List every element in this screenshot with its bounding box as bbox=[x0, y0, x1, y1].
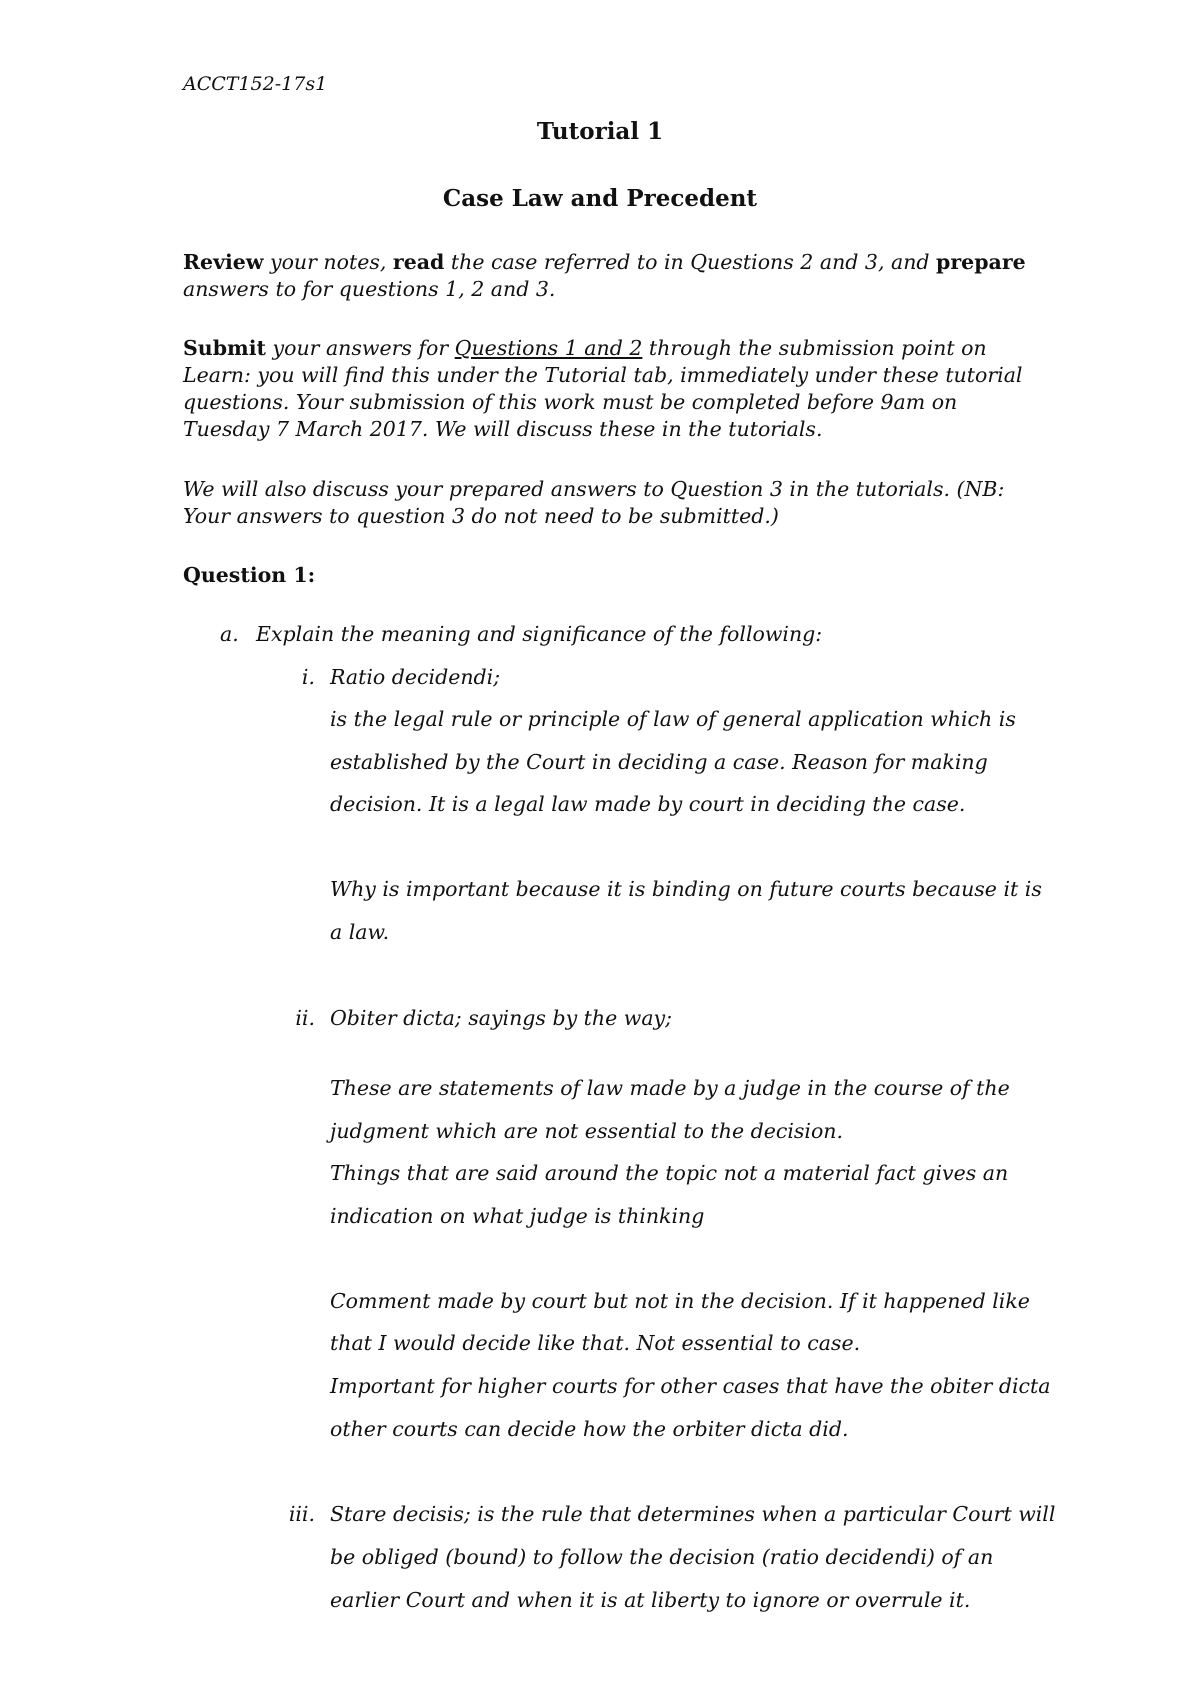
item-i-line: is the legal rule or principle of law of general application which is bbox=[330, 707, 1016, 731]
item-iii-line: be obliged (bound) to follow the decision (ratio decidendi) of an bbox=[330, 1545, 994, 1569]
submit-text-1: your answers for bbox=[266, 336, 455, 360]
item-iii-marker: iii. bbox=[288, 1502, 315, 1526]
item-i-line: decision. It is a legal law made by court in deciding the case. bbox=[330, 792, 966, 816]
item-ii-marker: ii. bbox=[295, 1006, 315, 1030]
item-iii-line: earlier Court and when it is at liberty to ignore or overrule it. bbox=[330, 1588, 971, 1612]
item-ii-line: indication on what judge is thinking bbox=[330, 1204, 705, 1228]
item-ii-line: that I would decide like that. Not essential to case. bbox=[330, 1331, 861, 1355]
item-i-line: Ratio decidendi; bbox=[330, 665, 501, 689]
submit-text-2: through the submission point on Learn: you will find this under the Tutorial tab, immediately under these tutorial questions. Your submission of this work must be completed before 9am on Tuesday 7 March 2017. We will discuss these in the tutorials. bbox=[183, 336, 1023, 441]
submit-instructions bbox=[183, 335, 1043, 443]
item-ii-line: Obiter dicta; sayings by the way; bbox=[330, 1006, 673, 1030]
read-keyword: read bbox=[392, 250, 445, 274]
review-keyword: Review bbox=[183, 250, 264, 274]
questions-underlined: Questions 1 and 2 bbox=[454, 336, 643, 360]
item-iii-line: Stare decisis; is the rule that determines when a particular Court will bbox=[330, 1502, 1056, 1526]
review-instructions bbox=[183, 249, 1043, 303]
question-1-heading: Question 1: bbox=[183, 563, 316, 587]
part-a-marker: a. bbox=[220, 622, 239, 646]
item-i-marker: i. bbox=[301, 665, 315, 689]
review-text-3: answers to for questions 1, 2 and 3. bbox=[183, 277, 556, 301]
discuss-note: We will also discuss your prepared answers to Question 3 in the tutorials. (NB: Your answers to question 3 do not need to be submitted.) bbox=[183, 477, 1005, 528]
tutorial-title: Tutorial 1 bbox=[536, 118, 664, 145]
item-ii-line: Comment made by court but not in the decision. If it happened like bbox=[330, 1289, 1030, 1313]
item-ii-line: These are statements of law made by a judge in the course of the bbox=[330, 1076, 1010, 1100]
item-i-line: established by the Court in deciding a case. Reason for making bbox=[330, 750, 988, 774]
tutorial-subtitle: Case Law and Precedent bbox=[442, 185, 758, 212]
item-ii-line: judgment which are not essential to the decision. bbox=[330, 1119, 844, 1143]
review-text-2: the case referred to in Questions 2 and 3, and bbox=[444, 250, 937, 274]
item-ii-line: Things that are said around the topic not a material fact gives an bbox=[330, 1161, 1009, 1185]
prepare-keyword: prepare bbox=[936, 250, 1026, 274]
item-ii-line: Important for higher courts for other cases that have the obiter dicta bbox=[330, 1374, 1051, 1398]
item-ii-line: other courts can decide how the orbiter dicta did. bbox=[330, 1417, 849, 1441]
review-text-1: your notes, bbox=[263, 250, 393, 274]
submit-keyword: Submit bbox=[183, 336, 266, 360]
course-code: ACCT152-17s1 bbox=[183, 73, 328, 95]
part-a-text: Explain the meaning and significance of the following: bbox=[256, 622, 823, 646]
item-i-line: Why is important because it is binding on future courts because it is bbox=[330, 877, 1042, 901]
item-i-line: a law. bbox=[330, 920, 390, 944]
